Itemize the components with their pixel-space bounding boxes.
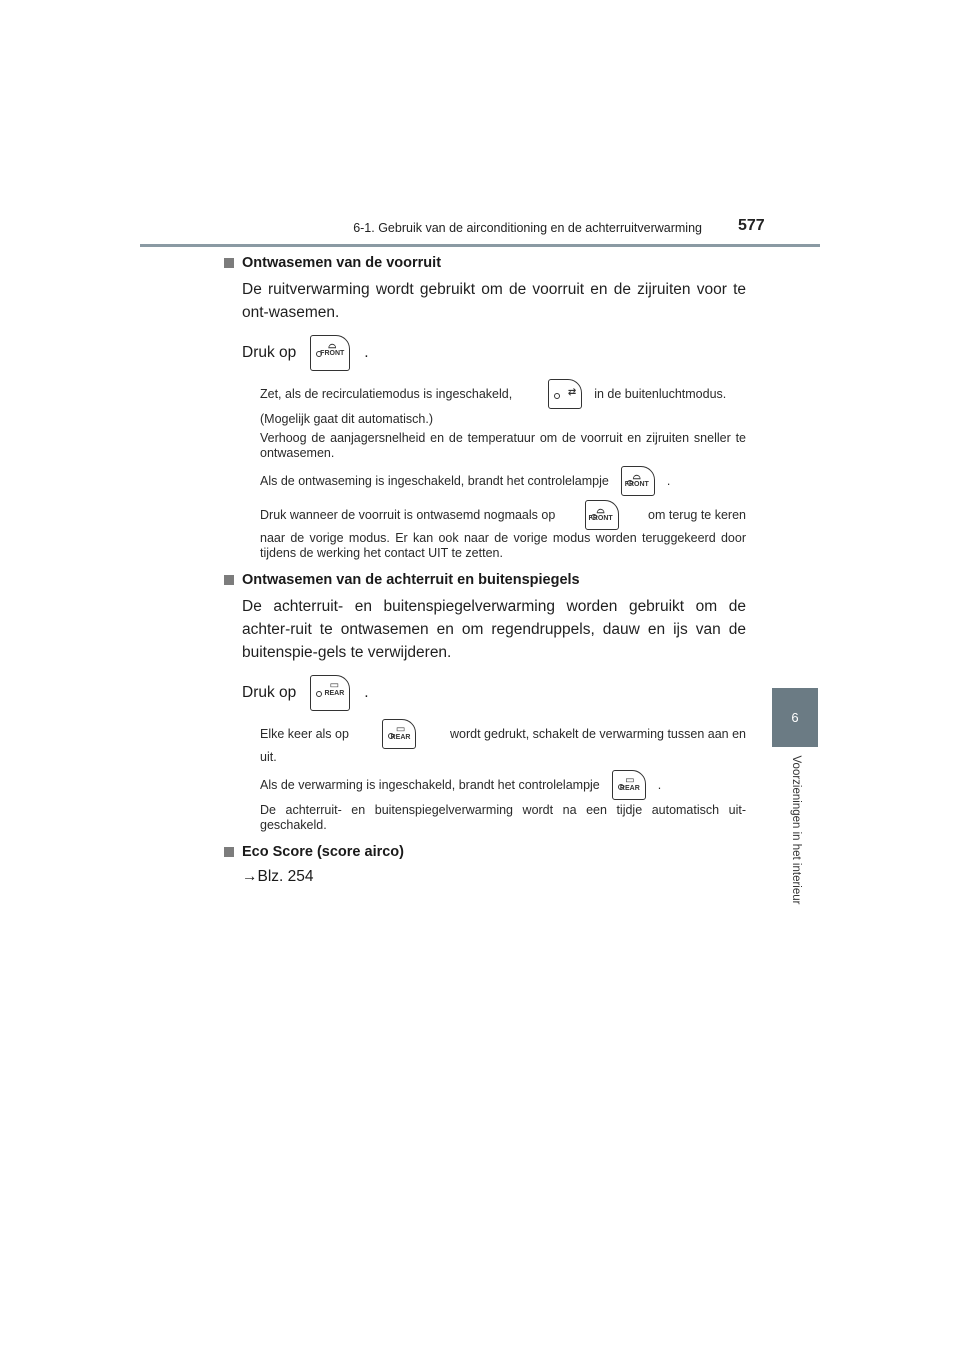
rear-defogger-glyph: ▭ REAR: [324, 680, 345, 697]
chapter-header-title: 6-1. Gebruik van de airconditioning en de achterruitverwarming: [353, 221, 702, 235]
note-text: in de buitenluchtmodus.: [594, 386, 727, 401]
note-text: wordt gedrukt, schakelt de verwarming tussen aan en: [450, 726, 746, 741]
chapter-tab: [772, 688, 818, 747]
section-heading-text: Ontwasemen van de voorruit: [242, 255, 442, 271]
square-bullet-icon: [224, 258, 234, 268]
rear-defogger-glyph: ▭ REAR: [619, 775, 640, 792]
indicator-dot-icon: [316, 691, 322, 697]
note-recirculation: [260, 378, 746, 410]
section-body: De ruitverwarming wordt gebruikt om de voorruit en de zijruiten voor te ont-wasemen.: [242, 281, 746, 321]
front-defroster-glyph: ⌓ FRONT: [624, 471, 649, 488]
page-number: 577: [738, 217, 765, 234]
note-text: om terug te keren: [648, 507, 746, 522]
note-text: Als de ontwaseming is ingeschakeld, brandt het controlelampje: [260, 473, 609, 488]
section-heading-rear-defog: [224, 569, 746, 591]
note-text: Druk wanneer de voorruit is ontwasemd nogmaals op: [260, 507, 556, 522]
period: .: [364, 344, 369, 361]
note-text: Zet, als de recirculatiemodus is ingeschakeld,: [260, 386, 513, 401]
note-indicator-front: [260, 465, 746, 497]
period: .: [657, 777, 662, 792]
note-text: naar de vorige modus. Er kan ook naar de vorige modus worden teruggekeerd door tijdens de werking het contact UIT te zetten.: [260, 531, 746, 560]
front-defroster-button-icon: [585, 500, 619, 530]
note-blower: Verhoog de aanjagersnelheid en de temperatuur om de voorruit en zijruiten sneller te ontwasemen.: [260, 431, 746, 460]
square-bullet-icon: [224, 575, 234, 585]
note-return-mode: [260, 499, 746, 561]
note-toggle: [260, 718, 746, 765]
recirculation-glyph: ⇄: [567, 387, 577, 398]
front-defroster-button-icon: [310, 335, 350, 371]
section-heading-text: Eco Score (score airco): [242, 844, 404, 860]
page-content: [224, 252, 746, 888]
page-reference: →Blz. 254: [242, 868, 314, 885]
press-text: Druk op: [242, 684, 297, 701]
rear-defogger-button-icon: [382, 719, 416, 749]
section-heading-front-defog: [224, 252, 746, 274]
chapter-side-label-text: Voorzieningen in het interieur: [790, 755, 802, 905]
section-heading-eco-score: [224, 841, 746, 863]
indicator-dot-icon: [554, 393, 560, 399]
rear-defogger-indicator-icon: [612, 770, 646, 800]
front-defroster-glyph: ⌓ FRONT: [588, 505, 613, 522]
period: .: [666, 473, 671, 488]
press-text: Druk op: [242, 344, 297, 361]
section-body: De achterruit- en buitenspiegelverwarming worden gebruikt om de achter-ruit te ontwasemen en om regendruppels, dauw en ijs van de buitenspie-gels te verwijderen.: [242, 598, 746, 661]
press-instruction: [242, 334, 746, 372]
note-text: uit.: [260, 750, 277, 764]
note-automatic: (Mogelijk gaat dit automatisch.): [260, 412, 433, 426]
header-divider: [140, 244, 820, 247]
front-defroster-glyph: ⌓ FRONT: [320, 340, 345, 357]
press-instruction: [242, 674, 746, 712]
chapter-tab-number: 6: [791, 710, 799, 725]
front-defroster-indicator-icon: [621, 466, 655, 496]
note-indicator-rear: [260, 769, 746, 801]
rear-defogger-button-icon: [310, 675, 350, 711]
rear-defogger-glyph: ▭ REAR: [390, 724, 411, 741]
square-bullet-icon: [224, 847, 234, 857]
section-heading-text: Ontwasemen van de achterruit en buitenspiegels: [242, 572, 580, 588]
note-text: Als de verwarming is ingeschakeld, brandt het controlelampje: [260, 777, 600, 792]
period: .: [364, 684, 369, 701]
note-text: Elke keer als op: [260, 726, 349, 741]
note-auto-off: De achterruit- en buitenspiegelverwarming wordt na een tijdje automatisch uit-geschakeld.: [260, 803, 746, 832]
recirculation-button-icon: [548, 379, 582, 409]
